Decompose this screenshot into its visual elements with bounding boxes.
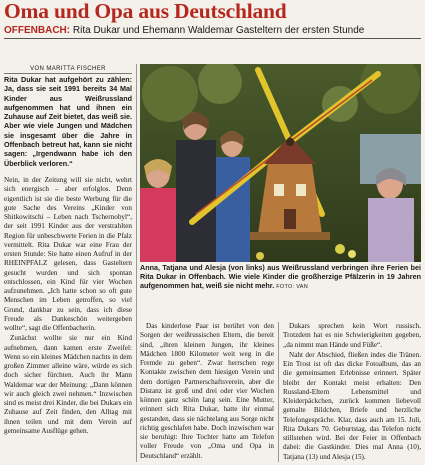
body-paragraph: Dukars sprechen kein Wort russisch. Trotzdem hat es nie Schwierigkeiten gegeben, „da nimmt man Hände und Füße“. — [283, 322, 421, 349]
body-paragraph: Zunächst wollte sie nur ein Kind aufnehmen, dann kamen erste Zweifel: Wenn so ein kleines Mädchen nachts in dem großen Zimmer alleine wäre, würde es sich doch sicher fürchten. Auch ihr Mann Waldemar war der Meinung: „Dann können wir auch gleich zwei nehmen.“ Inzwischen sind es meist drei Kinder, die bei Dukars ein Zuhause auf Zeit finden, den Alltag mit ihnen teilen und mit dem Verein auf gemeinsame Ausflüge gehen. — [4, 334, 132, 435]
body-paragraph: Naht der Abschied, fließen indes die Tränen. Ein Trost ist oft das dicke Fotoalbum, das an die gemeinsamen Erlebnisse erinnert. Später bleibt der Kontakt meist erhalten: Den Russland-Eltern Lebensmittel und Kleiderpäckchen, zurück kommen liebevoll gemalte Bildchen, Briefe und herzliche Telefongespräche. Klar, dass auch am 15. Juli, Rita Dukars 70. Geburtstag, das Telefon nicht stillstehen wird. Bei der Feier in Offenbach dabei: die Gastkinder. Dies mal Anna (10), Tatjana (13) und Alesja (15). — [283, 350, 421, 461]
article-subheadline — [4, 24, 421, 37]
subheadline-text: Rita Dukar und Ehemann Waldemar Gasteltern der ersten Stunde — [70, 25, 365, 36]
dateline-location: OFFENBACH: — [4, 25, 71, 36]
article-photo — [140, 64, 421, 262]
photo-credit: FOTO: VAN — [276, 284, 309, 291]
body-column-3 — [283, 322, 421, 462]
byline: VON MARITTA FISCHER — [4, 64, 132, 74]
article-headline: Oma und Opa aus Deutschland — [4, 0, 287, 23]
body-column-1 — [4, 176, 132, 462]
photo-caption — [140, 263, 421, 317]
column-divider — [278, 322, 279, 462]
photo-illustration — [140, 64, 421, 262]
caption-text: Anna, Tatjana und Alesja (von links) aus Weißrussland verbringen ihre Ferien bei Rita Dukar in Offenbach. Wie viele Kinder die großherzige Pfälzerin in 19 Jahren aufgenommen hat, weiß sie nicht mehr. — [140, 263, 421, 291]
column-divider — [136, 64, 137, 462]
top-rule — [4, 38, 421, 39]
lead-paragraph: Rita Dukar hat aufgehört zu zählen: Ja, dass sie seit 1991 bereits 34 Mal Kinder aus Weißrussland aufgenommen hat und ihnen ein Zuhause auf Zeit bietet, das weiß sie. Aber wie viele Jungen und Mädchen sie insgesamt über die Jahre in Offenbach betreut hat, kann sie nicht sagen: „Irgendwann habe ich den Überblick verloren.“ — [4, 75, 132, 168]
body-column-2 — [140, 322, 274, 462]
body-paragraph: Das kinderlose Paar ist berührt von den Sorgen der weißrussischen Eltern, die bereit sind, „ihren kleinen Jungen, ihr kleines Mädchen 1800 Kilometer weit weg in die Fremde zu geben“. Zwar herrschen rege Kontakte zwischen dem hiesigen Verein und dem dortigen Partnerschaftsverein, aber die Distanz ist groß und drei oder vier Wochen können ganz schön lang sein. Eine Mutter, erinnert sich Rita Dukar, hatte ihr einmal gestanden, dass sie nächtelang aus Sorge nicht richtig geschlafen habe. Doch inzwischen war sie beruhigt: Ihre Tochter hatte am Telefon voller Freude von „Oma und Opa in Deutschland“ erzählt. — [140, 322, 274, 460]
body-paragraph: Nein, in der Zeitung will sie nicht, wehrt sich energisch – aber erfolglos. Denn eigentlich ist sie die beste Werbung für die gute Sache des Vereins „Kinder von Shitkowitschi – Leben nach Tschernobyl“, der seit 1991 Kinder aus der verstrahlten Region für unbeschwerte Ferien in die Pfalz vermittelt. Rita Dukar war eine Frau der ersten Stunde: Sie hatte einen Aufruf in der RHEINPFALZ gelesen, dass Gasteltern gesucht wurden und sich spontan entschlossen, ein Kind für vier Wochen aufzunehmen. „Ich hatte schon so oft gute Menschen im Leben getroffen, so viel Grund, dankbar zu sein, dass ich diese Freude als Dankeschön weitergeben wollte“, sagt die Offenbacherin. — [4, 176, 132, 332]
